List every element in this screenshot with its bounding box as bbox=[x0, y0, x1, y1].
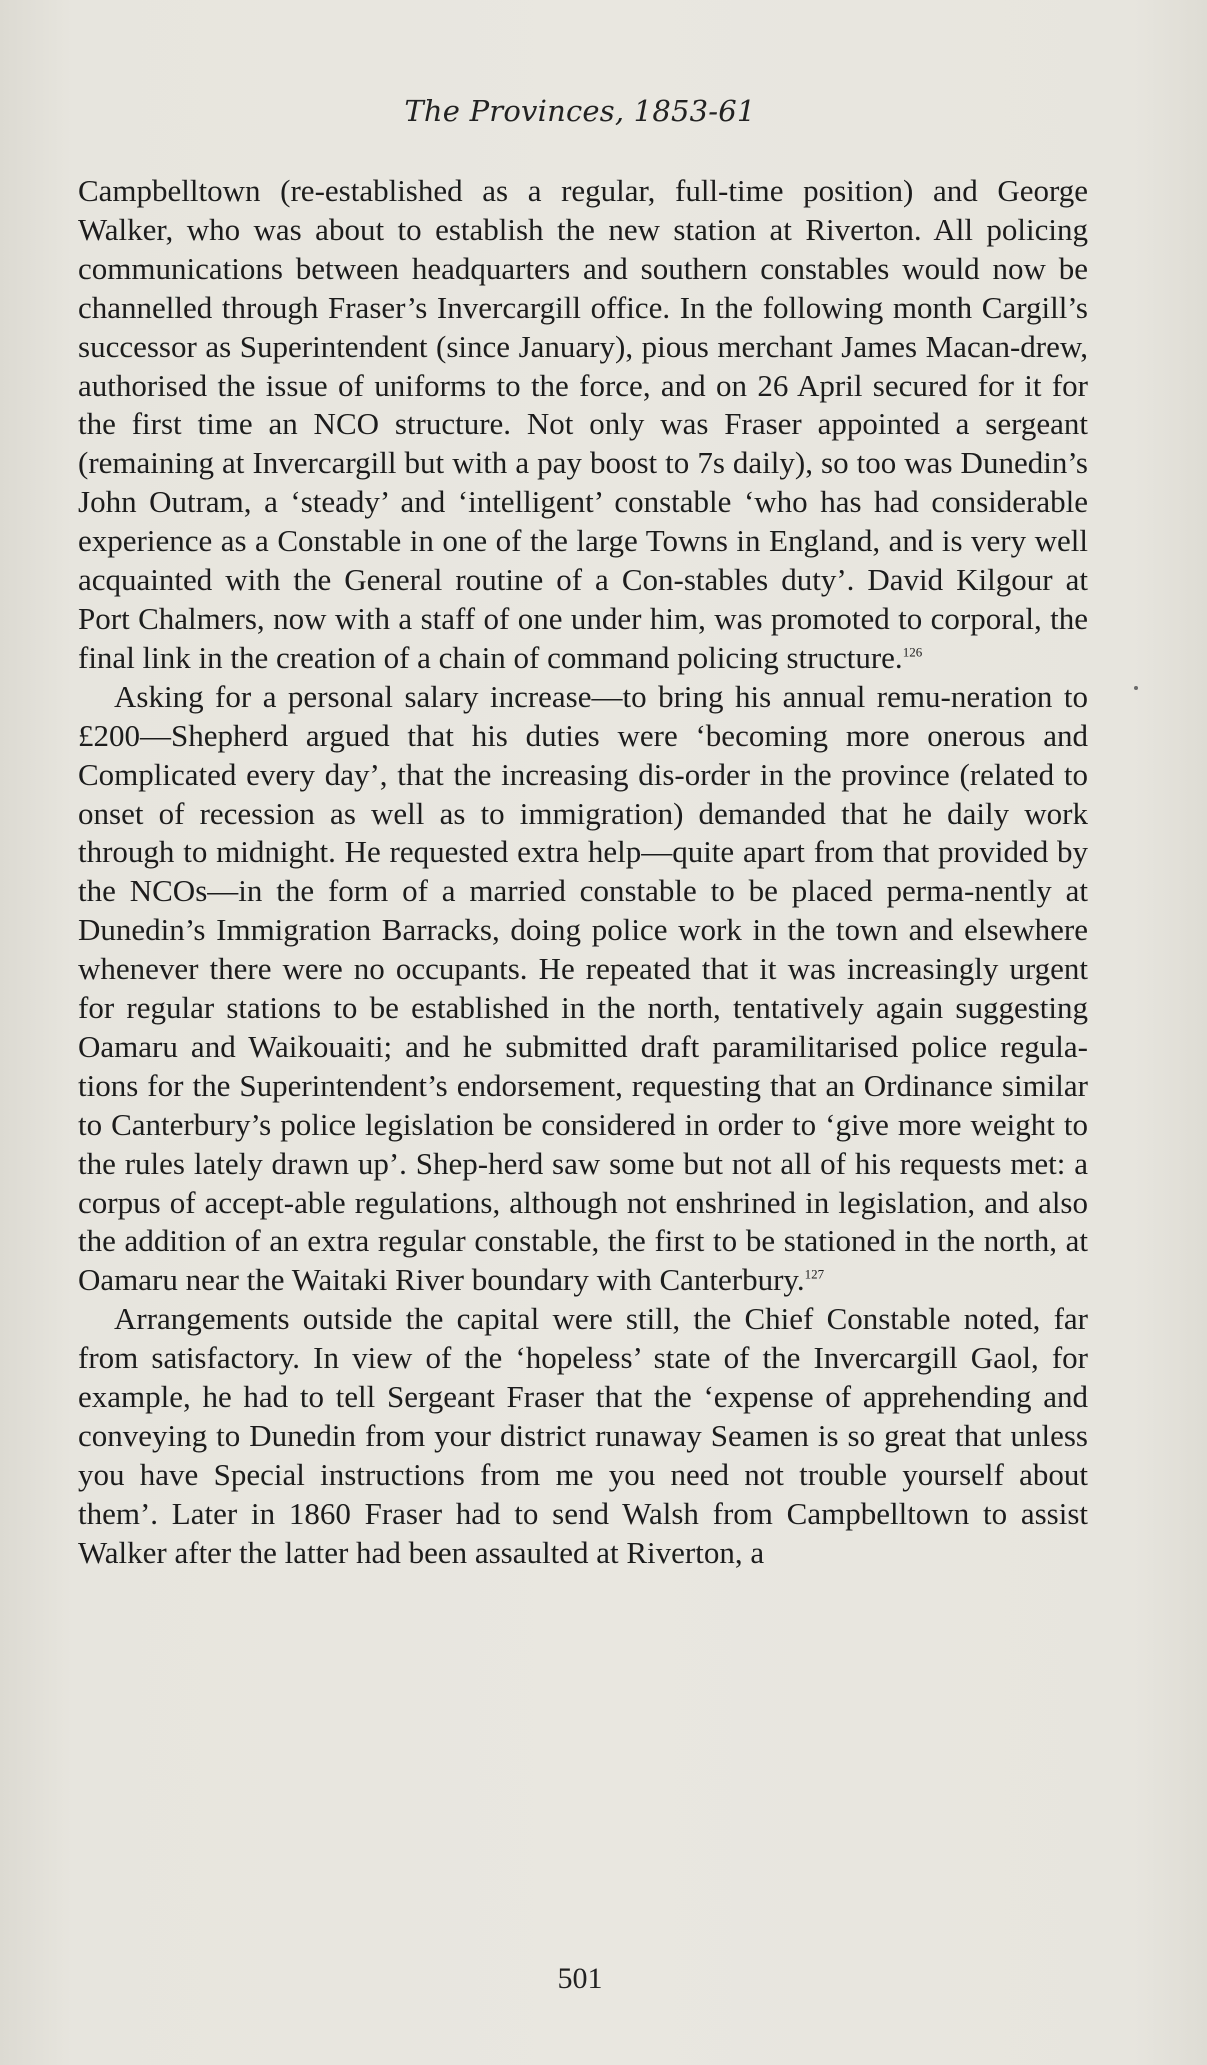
footnote-ref-127[interactable]: 127 bbox=[804, 1267, 825, 1283]
margin-speck bbox=[1134, 686, 1138, 690]
paragraph-1 bbox=[78, 172, 1088, 678]
paragraph-2 bbox=[78, 678, 1088, 1301]
body-text bbox=[78, 172, 1088, 1573]
paragraph-2-text: Asking for a personal salary increase—to bring his annual remu-neration to £200—Shepherd argued that his duties were ‘becoming more onerous and Complicated every day’, that the increasing dis-order in the province (related to onset of recession as well as to immigration) demanded that he daily work through to midnight. He requested extra help—quite apart from that provided by the NCOs—in the form of a married constable to be placed perma-nently at Dunedin’s Immigration Barracks, doing police work in the town and elsewhere whenever there were no occupants. He repeated that it was increasingly urgent for regular stations to be established in the north, tentatively again suggesting Oamaru and Waikouaiti; and he submitted draft paramilitarised police regula-tions for the Superintendent’s endorsement, requesting that an Ordinance similar to Canterbury’s police legislation be considered in order to ‘give more weight to the rules lately drawn up’. Shep-herd saw some but not all of his requests met: a corpus of accept-able regulations, although not enshrined in legislation, and also the addition of an extra regular constable, the first to be stationed in the north, at Oamaru near the Waitaki River boundary with Canterbury. bbox=[78, 678, 1088, 1298]
footnote-ref-126[interactable]: 126 bbox=[902, 644, 923, 660]
running-head: The Provinces, 1853-61 bbox=[404, 94, 756, 128]
paragraph-3 bbox=[78, 1300, 1088, 1572]
paragraph-3-text: Arrangements outside the capital were still, the Chief Constable noted, far from satisfactory. In view of the ‘hopeless’ state of the Invercargill Gaol, for example, he had to tell Sergeant Fraser that the ‘expense of apprehending and conveying to Dunedin from your district runaway Seamen is so great that unless you have Special instructions from me you need not trouble yourself about them’. Later in 1860 Fraser had to send Walsh from Campbelltown to assist Walker after the latter had been assaulted at Riverton, a bbox=[78, 1301, 1088, 1570]
page-number: 501 bbox=[557, 1962, 603, 1995]
paragraph-1-text: Campbelltown (re-established as a regular, full-time position) and George Walker, who was about to establish the new station at Riverton. All policing communications between headquarters and southern constables would now be channelled through Fraser’s Invercargill office. In the following month Cargill’s successor as Superintendent (since January), pious merchant James Macan-drew, authorised the issue of uniforms to the force, and on 26 April secured for it for the first time an NCO structure. Not only was Fraser appointed a sergeant (remaining at Invercargill but with a pay boost to 7s daily), so too was Dunedin’s John Outram, a ‘steady’ and ‘intelligent’ constable ‘who has had considerable experience as a Constable in one of the large Towns in England, and is very well acquainted with the General routine of a Con-stables duty’. David Kilgour at Port Chalmers, now with a staff of one under him, was promoted to corporal, the final link in the creation of a chain of command policing structure. bbox=[78, 173, 1088, 675]
